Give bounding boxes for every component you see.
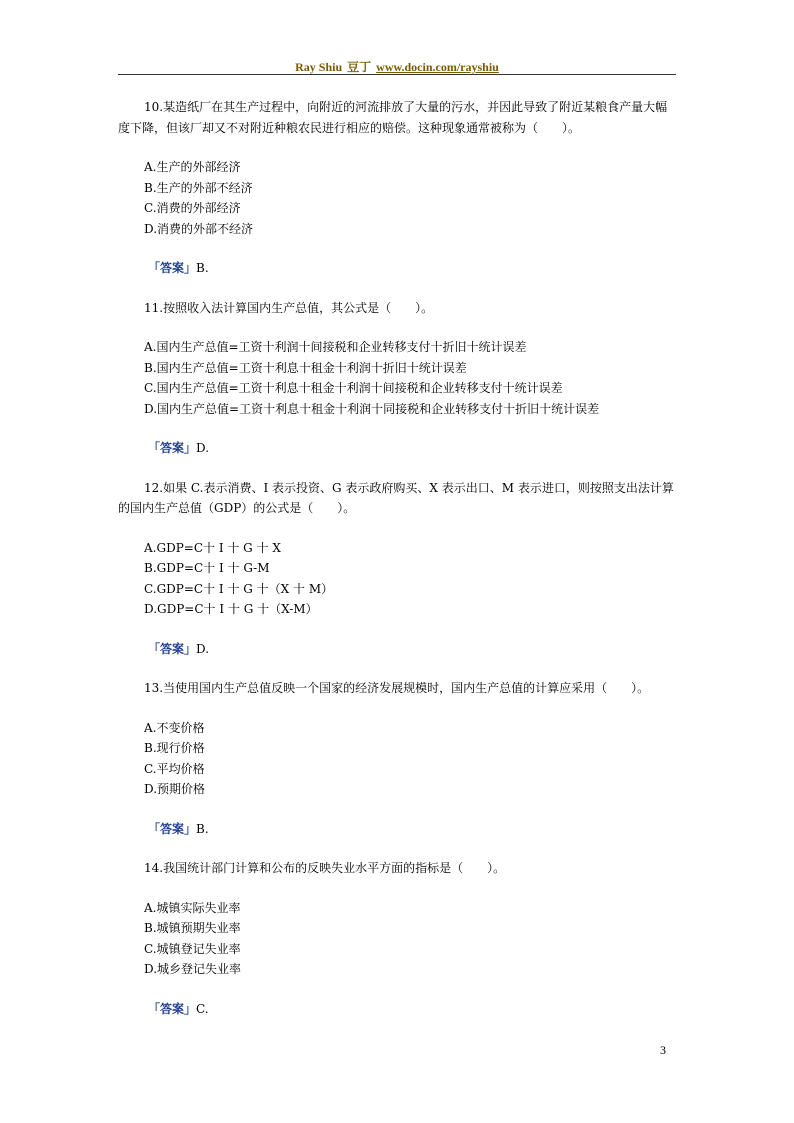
question-block xyxy=(118,678,678,839)
option-item: A.城镇实际失业率 xyxy=(144,900,241,915)
answer-value: C. xyxy=(196,1001,209,1016)
option-item: D.预期价格 xyxy=(144,782,206,796)
option-list xyxy=(144,718,678,800)
option-item: A.不变价格 xyxy=(144,720,205,735)
page-number: 3 xyxy=(660,1043,666,1057)
option-item: A.GDP=C十 I 十 G 十 X xyxy=(144,540,281,555)
header-rule xyxy=(118,74,676,75)
answer-value: D. xyxy=(196,441,210,455)
option-item: A.生产的外部经济 xyxy=(144,160,241,174)
option-item: C.消费的外部经济 xyxy=(144,201,241,215)
document-body xyxy=(118,97,678,1038)
option-item: B.国内生产总值=工资十利息十租金十利润十折旧十统计误差 xyxy=(144,360,467,375)
answer-line xyxy=(148,438,678,459)
option-list xyxy=(144,337,678,419)
option-item: C.平均价格 xyxy=(144,761,205,776)
question-block xyxy=(118,858,678,1019)
answer-label: 「答案」 xyxy=(148,641,197,656)
option-list xyxy=(144,157,678,239)
option-item: B.GDP=C十 I 十 G-M xyxy=(144,561,270,575)
option-item: D.消费的外部不经济 xyxy=(144,221,254,236)
answer-line xyxy=(148,819,678,840)
option-item: C.GDP=C十 I 十 G 十（X 十 M） xyxy=(144,581,334,596)
answer-label: 「答案」 xyxy=(148,261,197,275)
question-block xyxy=(118,298,678,459)
answer-line xyxy=(148,639,678,660)
option-item: D.城乡登记失业率 xyxy=(144,962,242,976)
question-block xyxy=(118,97,678,279)
question-stem: 10.某造纸厂在其生产过程中，向附近的河流排放了大量的污水，并因此导致了附近某粮食产量大幅度下降，但该厂却又不对附近种粮农民进行相应的赔偿。这种现象通常被称为（ ）。 xyxy=(118,100,668,135)
answer-line xyxy=(148,999,678,1020)
answer-label: 「答案」 xyxy=(148,821,197,836)
page-header xyxy=(118,58,676,75)
header-url-link[interactable]: www.docin.com/rayshiu xyxy=(376,60,499,74)
header-site-name: 豆丁 xyxy=(347,60,372,74)
answer-value: B. xyxy=(196,821,209,836)
answer-value: D. xyxy=(196,641,210,656)
answer-value: B. xyxy=(196,261,209,275)
option-list xyxy=(144,898,678,980)
option-list xyxy=(144,538,678,620)
option-item: A.国内生产总值=工资十利润十间接税和企业转移支付十折旧十统计误差 xyxy=(144,340,527,354)
option-item: C.国内生产总值=工资十利息十租金十利润十间接税和企业转移支付十统计误差 xyxy=(144,381,563,395)
question-stem: 13.当使用国内生产总值反映一个国家的经济发展规模时，国内生产总值的计算应采用（ ）。 xyxy=(144,681,650,695)
option-item: B.生产的外部不经济 xyxy=(144,180,253,195)
header-author: Ray Shiu xyxy=(295,60,343,74)
option-item: C.城镇登记失业率 xyxy=(144,941,241,956)
question-block xyxy=(118,478,678,660)
option-item: B.城镇预期失业率 xyxy=(144,921,241,935)
answer-line xyxy=(148,258,678,279)
question-stem: 12.如果 C.表示消费、I 表示投资、G 表示政府购买、X 表示出口、M 表示进口，则按照支出法计算的国内生产总值（GDP）的公式是（ ）。 xyxy=(118,480,674,515)
question-stem: 11.按照收入法计算国内生产总值，其公式是（ ）。 xyxy=(144,300,434,315)
option-item: D.国内生产总值=工资十利息十租金十利润十同接税和企业转移支付十折旧十统计误差 xyxy=(144,401,600,416)
option-item: D.GDP=C十 I 十 G 十（X-M） xyxy=(144,602,318,616)
answer-label: 「答案」 xyxy=(148,441,197,455)
question-stem: 14.我国统计部门计算和公布的反映失业水平方面的指标是（ ）。 xyxy=(144,861,506,875)
option-item: B.现行价格 xyxy=(144,741,205,755)
answer-label: 「答案」 xyxy=(148,1001,197,1016)
